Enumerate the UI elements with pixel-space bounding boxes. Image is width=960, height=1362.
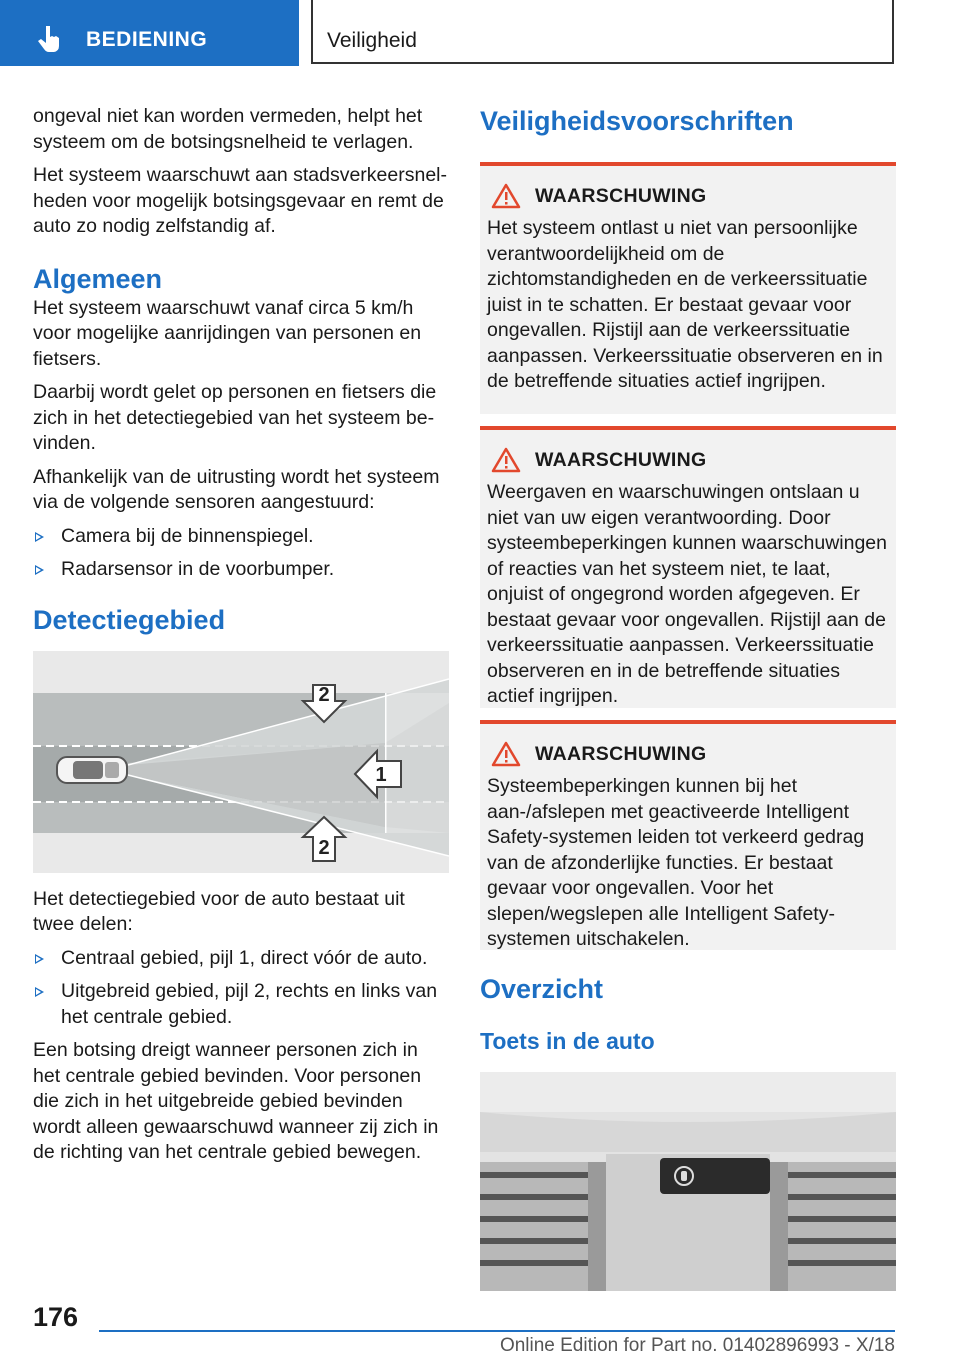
list-item: Radarsensor in de voorbumper. xyxy=(33,557,449,583)
warning-box xyxy=(480,720,896,950)
heading-detectiegebied: Detectiegebied xyxy=(33,604,226,635)
intro-paragraph-2: Het systeem waarschuwt aan stadsverkeersnelheden voor mogelijk botsingsgevaar en remt de auto zo nodig zelfstandig af. xyxy=(33,164,448,237)
bullet-triangle-icon xyxy=(35,954,44,964)
warning-label: WAARSCHUWING xyxy=(535,742,707,765)
heading-veiligheidsvoorschriften: Veiligheidsvoorschriften xyxy=(480,106,794,136)
button-in-car-photo xyxy=(480,1072,896,1291)
sensor-list xyxy=(33,524,449,583)
warning-label: WAARSCHUWING xyxy=(535,448,707,471)
detectie-paragraph-2: Een botsing dreigt wanneer personen zich in het centrale gebied bevinden. Voor personen die zich in het uitgebreide gebied bevinden wordt alleen gewaarschuwd wanneer zij zich in de richting van het centrale gebied bewegen. xyxy=(33,1039,439,1163)
detection-area-figure xyxy=(33,651,449,873)
warning-text: Systeembeperkingen kunnen bij het aan-/afslepen met geactiveerde Intelligent Safety-systemen leiden tot verkeerd gedrag van de afzonderlijke functies. Er bestaat gevaar voor ongevallen. Voor het slepen/wegslepen alle Intelligent Safety-systemen uitschakelen. xyxy=(487,775,865,950)
warning-text: Het systeem ontlast u niet van persoonlijke verantwoordelijkheid om de zichtomstandigheden en de verkeerssituatie juist in te schatten. Er bestaat gevaar voor ongevallen. Rijstijl aan de verkeerssituatie aanpassen. Verkeerssituatie observeren en in de betreffende situaties actief ingrijpen. xyxy=(487,217,883,392)
warning-triangle-icon xyxy=(491,183,521,209)
svg-text:2: 2 xyxy=(318,836,330,859)
right-column xyxy=(480,104,896,1291)
section-header xyxy=(311,0,894,64)
footer-divider xyxy=(99,1330,895,1332)
warning-triangle-icon xyxy=(491,741,521,767)
page-number: 176 xyxy=(33,1302,79,1332)
warning-triangle-icon xyxy=(491,447,521,473)
section-label: Veiligheid xyxy=(327,29,417,52)
detection-area-diagram xyxy=(33,651,449,873)
warning-text: Weergaven en waarschuwingen ontslaan u niet van uw eigen verantwoording. Door systeembeperkingen kunnen waarschuwingen of reacties van het systeem niet, te laat, onjuist of ongegrond worden afgegeven. Er bestaat gevaar voor ongevallen. Rijstijl aan de verkeerssituatie aanpassen. Verkeerssituatie observeren en in de betreffende situaties actief ingrijpen. xyxy=(487,481,887,707)
car-icon xyxy=(57,757,127,783)
algemeen-paragraph-1: Het systeem waarschuwt vanaf circa 5 km/h voor mogelijke aanrijdingen van personen en fietsers. xyxy=(33,296,422,370)
left-column xyxy=(33,104,449,1174)
list-item: Camera bij de binnenspiegel. xyxy=(33,524,449,550)
dashboard-photo xyxy=(480,1072,896,1291)
bullet-triangle-icon xyxy=(35,565,44,575)
heading-overzicht: Overzicht xyxy=(480,974,604,1004)
warning-label: WAARSCHUWING xyxy=(535,184,707,207)
bullet-triangle-icon xyxy=(35,987,44,997)
chapter-label: BEDIENING xyxy=(86,28,208,51)
chapter-tab[interactable] xyxy=(0,0,299,66)
edition-footer: Online Edition for Part no. 01402896993 - X/18 xyxy=(499,1335,895,1356)
bullet-triangle-icon xyxy=(35,532,44,542)
zone-list xyxy=(33,946,449,1031)
heading-toets-in-de-auto: Toets in de auto xyxy=(480,1028,655,1054)
detectie-paragraph-1: Het detectiegebied voor de auto bestaat uit twee delen: xyxy=(33,887,405,935)
algemeen-paragraph-3: Afhankelijk van de uitrusting wordt het systeem via de volgende sensoren aangestuurd: xyxy=(33,465,440,513)
intro-paragraph-1: ongeval niet kan worden vermeden, helpt het systeem om de botsingsnelheid te verlagen. xyxy=(33,105,423,153)
warning-box xyxy=(480,426,896,708)
svg-text:2: 2 xyxy=(318,683,330,706)
list-item: Centraal gebied, pijl 1, direct vóór de auto. xyxy=(33,946,449,972)
svg-text:1: 1 xyxy=(375,763,387,786)
heading-algemeen: Algemeen xyxy=(33,263,163,294)
algemeen-paragraph-2: Daarbij wordt gelet op personen en fietsers die zich in het detectiegebied van het systeem bevinden. xyxy=(33,381,437,454)
warning-box xyxy=(480,162,896,414)
hand-pointer-icon xyxy=(36,24,66,54)
list-item: Uitgebreid gebied, pijl 2, rechts en links van het centrale gebied. xyxy=(33,979,449,1030)
